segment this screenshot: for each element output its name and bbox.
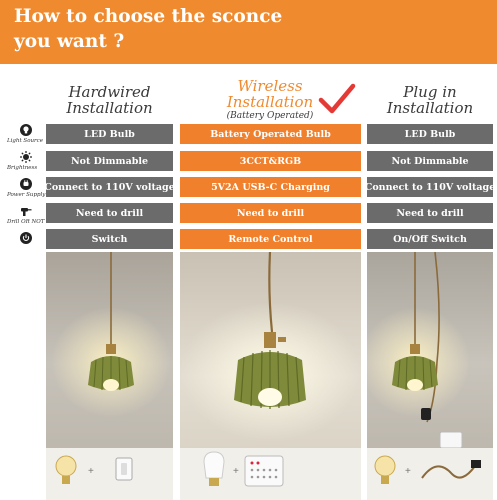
switch-icon <box>116 458 132 480</box>
plugin-drill: Need to drill <box>367 203 493 223</box>
hardwired-brightness: Not Dimmable <box>46 151 173 171</box>
plus-sign: + <box>405 466 411 477</box>
hardwired-light-source: LED Bulb <box>46 124 173 144</box>
row-label-power-supply <box>7 178 46 198</box>
row-label-brightness <box>7 151 41 171</box>
hardwired-lamp-photo <box>46 252 173 500</box>
row-label-text: Drill OR NOT <box>7 219 45 225</box>
row-label-text: Power Supply <box>7 192 46 198</box>
plugin-lamp-photo <box>367 252 493 500</box>
hardwired-title-1: Hardwired <box>68 83 151 101</box>
inline-switch-icon <box>421 408 431 420</box>
pendant-lamp-image <box>180 252 361 500</box>
plugin-brightness: Not Dimmable <box>367 151 493 171</box>
hardwired-switch: Switch <box>46 229 173 249</box>
bulb-icon <box>20 124 32 136</box>
checkmark-icon <box>318 82 356 116</box>
wireless-drill: Need to drill <box>180 203 361 223</box>
wireless-switch: Remote Control <box>180 229 361 249</box>
wireless-title-1: Wireless <box>237 77 303 95</box>
pendant-lamp-image <box>367 252 493 500</box>
remote-control-icon <box>245 456 283 486</box>
plugin-title-2: Installation <box>386 99 474 117</box>
banner-title-line-2: you want ? <box>14 31 125 52</box>
plugin-title-1: Plug in <box>403 83 457 101</box>
wireless-light-source: Battery Operated Bulb <box>180 124 361 144</box>
row-label-drill <box>7 205 45 225</box>
wireless-power-supply: 5V2A USB-C Charging <box>180 177 361 197</box>
drill-icon <box>20 205 32 217</box>
wall-outlet-icon <box>440 432 462 448</box>
plugin-heading <box>367 84 493 116</box>
brightness-icon <box>20 151 32 163</box>
plugin-power-supply: Connect to 110V voltage <box>367 177 493 197</box>
hardwired-title-2: Installation <box>66 99 153 117</box>
plus-sign: + <box>233 466 239 477</box>
header-banner <box>0 0 497 64</box>
plugin-switch: On/Off Switch <box>367 229 493 249</box>
wireless-lamp-photo <box>180 252 361 500</box>
plus-sign: + <box>88 466 94 477</box>
hardwired-power-supply: Connect to 110V voltage <box>46 177 173 197</box>
power-icon <box>20 232 32 244</box>
row-label-text: Light Source <box>7 138 44 144</box>
banner-title-line-1: How to choose the sconce <box>14 6 283 27</box>
wireless-brightness: 3CCT&RGB <box>180 151 361 171</box>
pendant-lamp-image <box>46 252 173 500</box>
row-label-light-source <box>7 124 44 144</box>
row-label-switch <box>11 232 41 244</box>
plugin-light-source: LED Bulb <box>367 124 493 144</box>
hardwired-heading <box>46 84 173 116</box>
hardwired-drill: Need to drill <box>46 203 173 223</box>
row-label-text: Brightness <box>7 165 38 171</box>
wireless-title-2: Installation <box>226 93 314 111</box>
wireless-subtitle: (Battery Operated) <box>226 111 314 121</box>
power-plug-icon <box>20 178 32 190</box>
